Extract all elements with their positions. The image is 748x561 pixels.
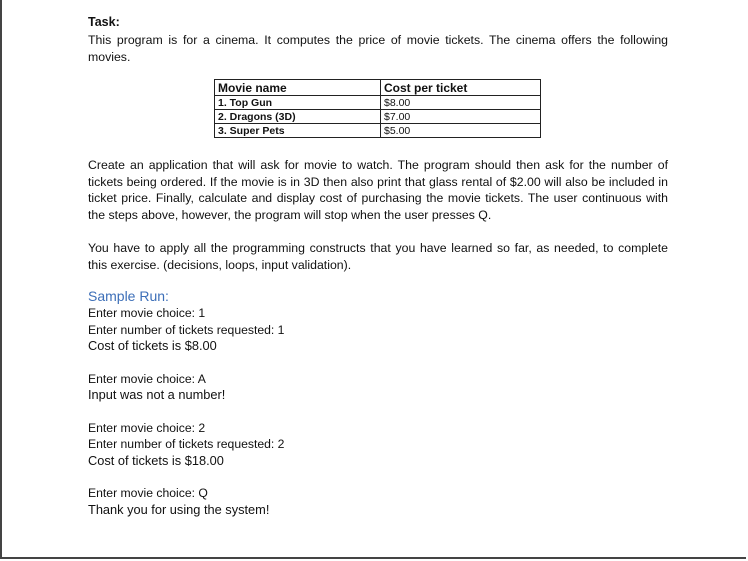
table-header-row [215, 80, 541, 96]
prompt-ticket-count: Enter number of tickets requested: 1 [88, 322, 285, 337]
table-row [215, 124, 541, 138]
table-row [215, 110, 541, 124]
sample-run-heading: Sample Run: [88, 288, 169, 304]
constructs-paragraph: You have to apply all the programming constructs that you have learned so far, as needed, to complete this exercise. (decisions, loops, input validation). [88, 241, 668, 272]
movie-cost-cell: $7.00 [381, 110, 541, 124]
prompt-movie-choice: Enter movie choice: A [88, 371, 206, 386]
output-thanks: Thank you for using the system! [88, 501, 270, 517]
output-cost: Cost of tickets is $18.00 [88, 452, 224, 468]
header-movie-name: Movie name [215, 80, 381, 96]
output-cost: Cost of tickets is $8.00 [88, 338, 217, 353]
sample-run-2 [88, 371, 668, 404]
task-intro: This program is for a cinema. It computes the price of movie tickets. The cinema offers the following movies. [88, 33, 668, 64]
task-description: Create an application that will ask for movie to watch. The program should then ask for the number of tickets being ordered. If the movie is in 3D then also print that glass rental of $2.00 will also be included in ticket price. Finally, calculate and display cost of purchasing the movie tickets. The user continuous with the steps above, however, the program will stop when the user presses Q. [88, 158, 668, 222]
movie-name-cell: 1. Top Gun [215, 96, 381, 110]
movie-name-cell: 3. Super Pets [215, 124, 381, 138]
movie-cost-cell: $5.00 [381, 124, 541, 138]
movie-name-cell: 2. Dragons (3D) [215, 110, 381, 124]
sample-run-1 [88, 305, 668, 355]
prompt-ticket-count: Enter number of tickets requested: 2 [88, 437, 285, 451]
prompt-movie-choice: Enter movie choice: Q [88, 486, 208, 500]
task-heading: Task: [88, 15, 120, 29]
sample-run-3 [88, 420, 668, 470]
movie-price-table [214, 79, 541, 138]
prompt-movie-choice: Enter movie choice: 1 [88, 306, 206, 320]
header-cost-per-ticket: Cost per ticket [381, 80, 541, 96]
output-error: Input was not a number! [88, 387, 226, 402]
movie-cost-cell: $8.00 [381, 96, 541, 110]
table-row [215, 96, 541, 110]
document-body [88, 14, 668, 518]
prompt-movie-choice: Enter movie choice: 2 [88, 420, 206, 435]
sample-run-4 [88, 485, 668, 518]
